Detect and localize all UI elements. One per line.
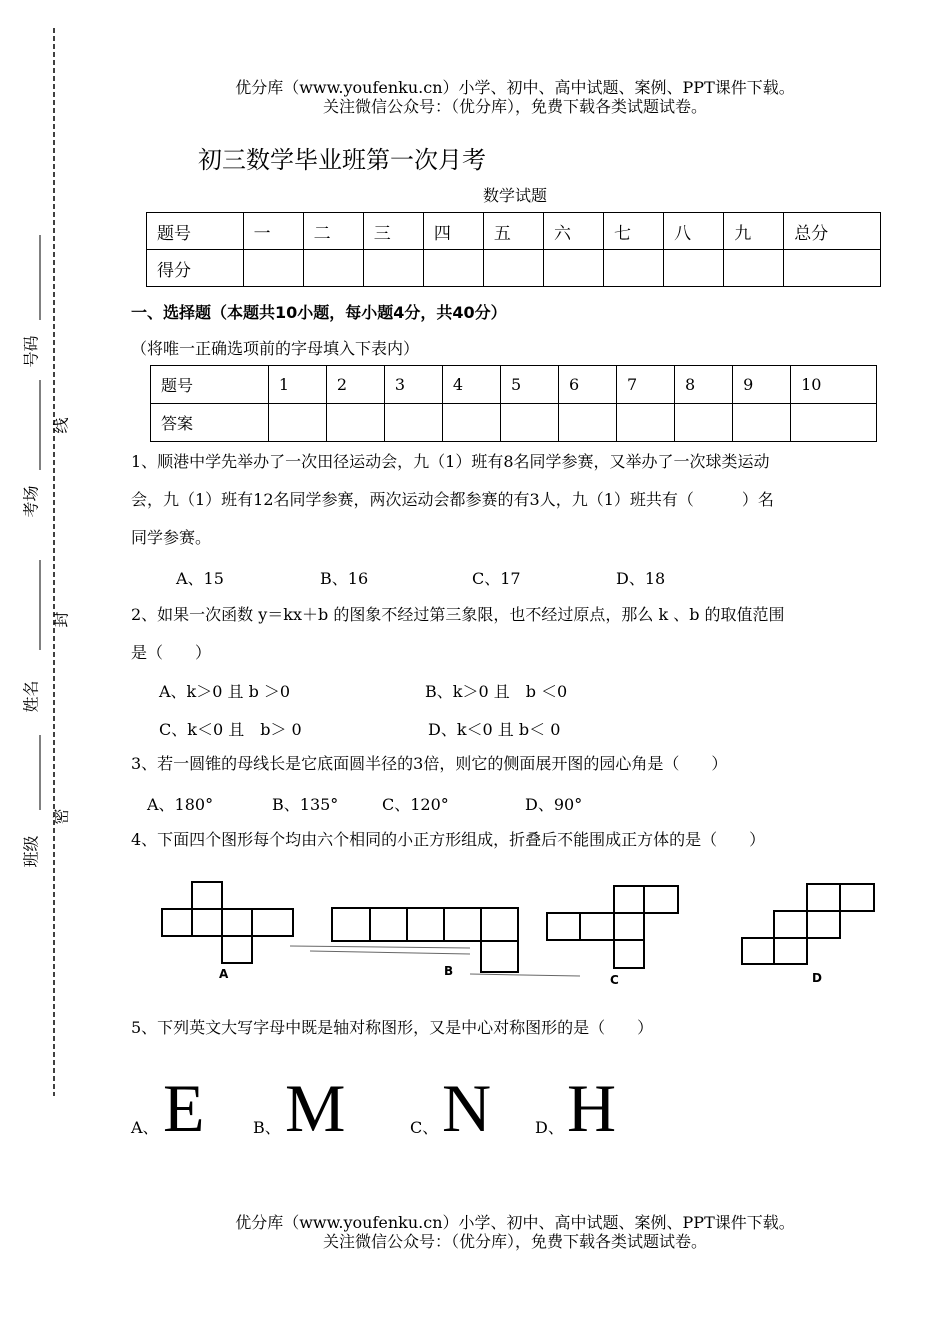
footer-line-1: 优分库（www.youfenku.cn）小学、初中、高中试题、案例、PPT课件下载。 (235, 1213, 795, 1232)
table-cell: 七 (604, 213, 664, 250)
q2-option-c: C、k＜0 且 b＞ 0 (159, 720, 302, 739)
answer-table-header-row (151, 366, 877, 404)
section-note: （将唯一正确选项前的字母填入下表内） (131, 339, 420, 358)
section-heading: 一、选择题（本题共10小题，每小题4分，共40分） (131, 303, 507, 322)
header-line-1: 优分库（www.youfenku.cn）小学、初中、高中试题、案例、PPT课件下载。 (235, 78, 795, 97)
table-cell: 总分 (784, 213, 881, 250)
table-cell: 得分 (147, 250, 244, 287)
figure-label-c: C (610, 973, 619, 987)
answer-entry-cell[interactable] (268, 404, 326, 442)
q5-option-c-prefix: C、 (410, 1118, 439, 1137)
answer-entry-cell[interactable] (791, 404, 877, 442)
answer-entry-cell[interactable] (733, 404, 791, 442)
score-entry-cell[interactable] (784, 250, 881, 287)
q5-letter-m: M (285, 1070, 346, 1146)
cube-net-figure (140, 870, 900, 1000)
score-entry-cell[interactable] (604, 250, 664, 287)
score-entry-cell[interactable] (363, 250, 423, 287)
question-3: 3、若一圆锥的母线长是它底面圆半径的3倍，则它的侧面展开图的园心角是（ ） (131, 754, 728, 773)
score-entry-cell[interactable] (664, 250, 724, 287)
figure-label-a: A (219, 967, 229, 981)
binding-solid-lines (36, 230, 46, 870)
scan-noise-lines (290, 946, 580, 976)
score-entry-cell[interactable] (543, 250, 603, 287)
score-table (146, 212, 881, 287)
question-1-line-2: 会，九（1）班有12名同学参赛，两次运动会都参赛的有3人，九（1）班共有（ ）名 (131, 490, 774, 509)
margin-label-number: 号码 (21, 335, 41, 368)
question-4: 4、下面四个图形每个均由六个相同的小正方形组成，折叠后不能围成正方体的是（ ） (131, 830, 766, 849)
q3-option-d: D、90° (525, 795, 583, 814)
answer-entry-cell[interactable] (617, 404, 675, 442)
table-cell: 题号 (151, 366, 269, 404)
q2-option-b: B、k＞0 且 b ＜0 (425, 682, 568, 701)
table-cell: 2 (326, 366, 384, 404)
question-2-line-1: 2、如果一次函数 y＝kx＋b 的图象不经过第三象限，也不经过原点，那么 k 、b 的取值范围 (131, 605, 785, 624)
q5-letter-n: N (442, 1070, 492, 1146)
answer-entry-cell[interactable] (558, 404, 616, 442)
cube-net-b (332, 908, 518, 972)
q3-option-a: A、180° (147, 795, 214, 814)
answer-entry-cell[interactable] (500, 404, 558, 442)
q3-option-b: B、135° (272, 795, 339, 814)
table-cell: 答案 (151, 404, 269, 442)
cube-net-d (742, 884, 874, 964)
table-cell: 4 (442, 366, 500, 404)
score-entry-cell[interactable] (303, 250, 363, 287)
table-cell: 六 (543, 213, 603, 250)
q1-option-d: D、18 (616, 569, 666, 588)
table-cell: 二 (303, 213, 363, 250)
table-cell: 五 (483, 213, 543, 250)
seal-char-line: 线 (51, 417, 71, 434)
answer-entry-cell[interactable] (675, 404, 733, 442)
table-cell: 九 (724, 213, 784, 250)
table-cell: 八 (664, 213, 724, 250)
question-2-line-2: 是（ ） (131, 643, 212, 662)
question-1-line-1: 1、顺港中学先举办了一次田径运动会，九（1）班有8名同学参赛，又举办了一次球类运动 (131, 452, 770, 471)
score-entry-cell[interactable] (483, 250, 543, 287)
q2-option-d: D、k＜0 且 b＜ 0 (428, 720, 561, 739)
score-entry-cell[interactable] (423, 250, 483, 287)
score-entry-cell[interactable] (724, 250, 784, 287)
page-title: 初三数学毕业班第一次月考 (198, 146, 486, 174)
table-cell: 8 (675, 366, 733, 404)
q5-letter-h: H (567, 1070, 617, 1146)
q1-option-b: B、16 (320, 569, 369, 588)
table-cell: 9 (733, 366, 791, 404)
table-cell: 10 (791, 366, 877, 404)
q2-option-a: A、k＞0 且 b ＞0 (159, 682, 291, 701)
question-1-line-3: 同学参赛。 (131, 528, 212, 547)
table-cell: 题号 (147, 213, 244, 250)
question-5: 5、下列英文大写字母中既是轴对称图形，又是中心对称图形的是（ ） (131, 1018, 654, 1037)
score-entry-cell[interactable] (243, 250, 303, 287)
answer-entry-cell[interactable] (384, 404, 442, 442)
table-cell: 四 (423, 213, 483, 250)
q1-option-a: A、15 (176, 569, 224, 588)
table-cell: 5 (500, 366, 558, 404)
table-cell: 6 (558, 366, 616, 404)
answer-table-answer-row (151, 404, 877, 442)
margin-label-room: 考场 (21, 485, 41, 518)
header-line-2: 关注微信公众号：（优分库），免费下载各类试题试卷。 (322, 97, 707, 116)
page-subtitle: 数学试题 (482, 186, 547, 205)
cube-net-a (162, 882, 293, 963)
q5-letter-e: E (163, 1070, 205, 1146)
answer-entry-cell[interactable] (326, 404, 384, 442)
table-cell: 1 (268, 366, 326, 404)
footer-line-2: 关注微信公众号：（优分库），免费下载各类试题试卷。 (322, 1232, 707, 1251)
question-1 (131, 443, 901, 557)
table-cell: 三 (363, 213, 423, 250)
answer-table (150, 365, 877, 442)
figure-label-d: D (812, 971, 822, 985)
score-table-header-row (147, 213, 881, 250)
margin-label-name: 姓名 (21, 680, 41, 713)
q5-option-d-prefix: D、 (535, 1118, 564, 1137)
score-table-score-row (147, 250, 881, 287)
q1-option-c: C、17 (472, 569, 521, 588)
table-cell: 7 (617, 366, 675, 404)
q3-option-c: C、120° (382, 795, 449, 814)
q5-option-b-prefix: B、 (253, 1118, 281, 1137)
table-cell: 3 (384, 366, 442, 404)
cube-net-c (547, 886, 678, 968)
answer-entry-cell[interactable] (442, 404, 500, 442)
figure-label-b: B (444, 964, 454, 978)
seal-char-seal: 封 (51, 611, 71, 628)
table-cell: 一 (243, 213, 303, 250)
seal-char-secret: 密 (51, 808, 71, 825)
q5-option-a-prefix: A、 (131, 1118, 159, 1137)
question-2 (131, 596, 901, 672)
margin-label-class: 班级 (21, 835, 41, 868)
